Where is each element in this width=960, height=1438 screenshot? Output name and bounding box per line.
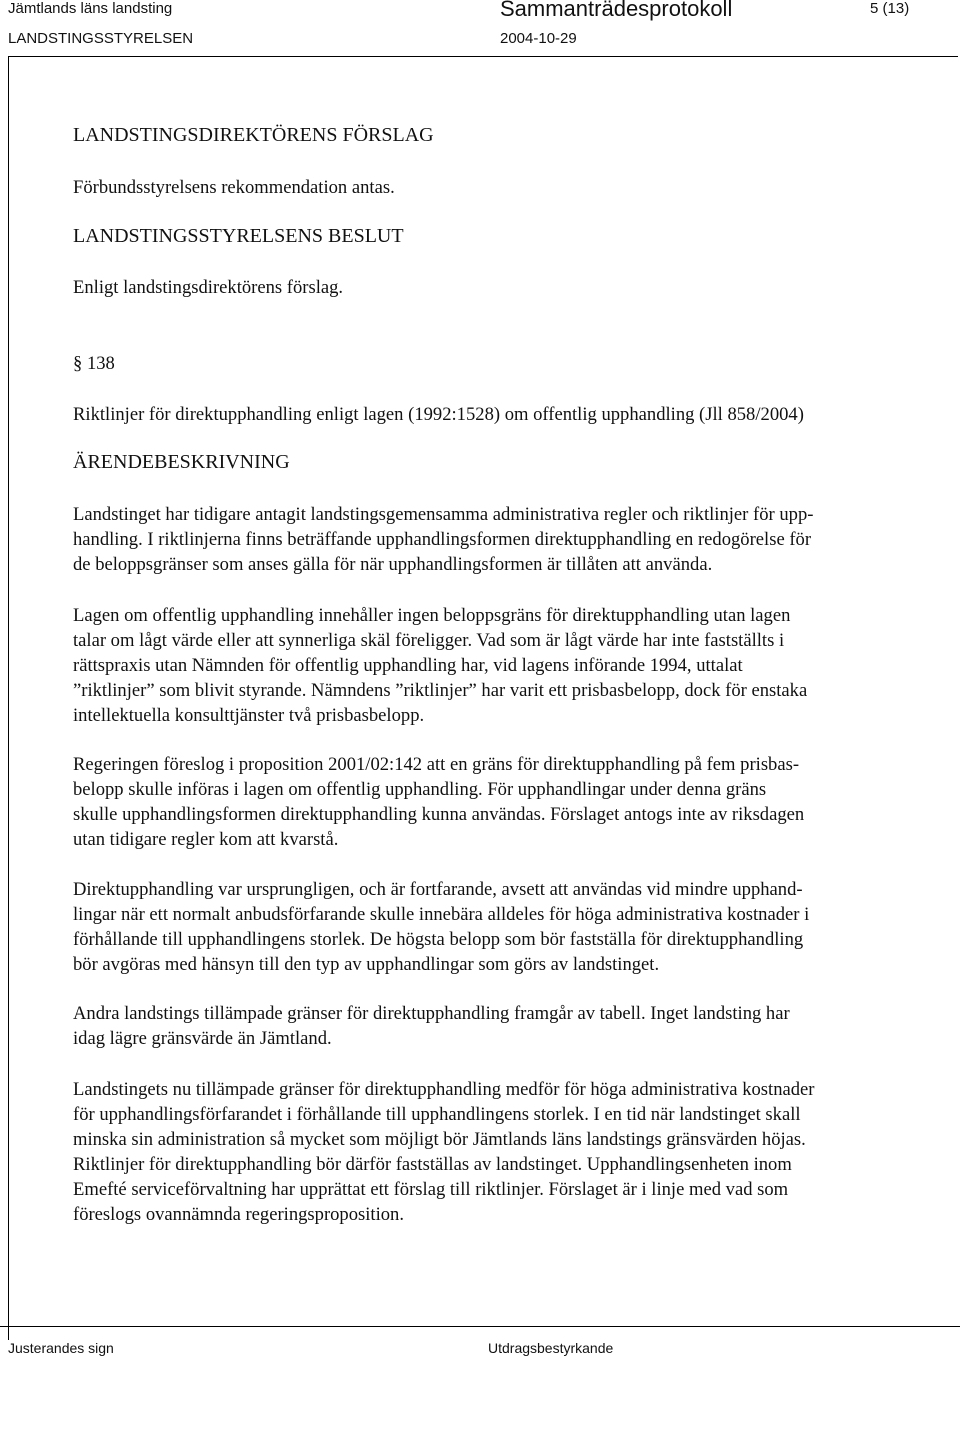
footer-certification-label: Utdragsbestyrkande [488, 1340, 614, 1356]
paragraph-line: talar om lågt värde eller att synnerliga skäl föreligger. Vad som är lågt värde har inte fastställts i [73, 630, 785, 651]
document-type: Sammanträdesprotokoll [500, 0, 733, 21]
paragraph-line: lingar när ett normalt anbudsförfarande skulle innebära alldeles för höga administrativa kostnader i [73, 904, 810, 925]
paragraph-line: belopp skulle införas i lagen om offentlig upphandling. För upphandlingar under denna gräns [73, 779, 767, 800]
page-number: 5 (13) [870, 0, 910, 17]
paragraph-1 [73, 502, 933, 577]
paragraph-line: förhållande till upphandlingens storlek. De högsta belopp som bör fastställa för direktupphandling [73, 929, 804, 950]
paragraph-6 [73, 1077, 933, 1227]
paragraph-line: Lagen om offentlig upphandling innehåller ingen beloppsgräns för direktupphandling utan lagen [73, 605, 791, 626]
decision-text: Enligt landstingsdirektörens förslag. [73, 277, 344, 298]
footer-divider [0, 1326, 960, 1327]
board-name: LANDSTINGSSTYRELSEN [8, 30, 194, 47]
paragraph-5 [73, 1001, 933, 1051]
paragraph-2 [73, 603, 933, 728]
paragraph-3 [73, 752, 933, 852]
paragraph-line: de beloppsgränser som anses gälla för när upphandlingsformen är tillåten att använda. [73, 554, 713, 575]
paragraph-line: ”riktlinjer” som blivit styrande. Nämndens ”riktlinjer” har varit ett prisbasbelopp, dock för enstaka [73, 680, 808, 701]
description-heading: ÄRENDEBESKRIVNING [73, 451, 290, 473]
paragraph-4 [73, 877, 933, 977]
paragraph-line: Regeringen föreslog i proposition 2001/02:142 att en gräns för direktupphandling på fem prisbas- [73, 754, 800, 775]
proposal-heading: LANDSTINGSDIREKTÖRENS FÖRSLAG [73, 124, 434, 146]
paragraph-line: Andra landstings tillämpade gränser för direktupphandling framgår av tabell. Inget landsting har [73, 1003, 790, 1024]
paragraph-line: idag lägre gränsvärde än Jämtland. [73, 1028, 332, 1049]
paragraph-line: Riktlinjer för direktupphandling bör därför fastställas av landstinget. Upphandlingsenheten inom [73, 1154, 792, 1175]
meeting-date: 2004-10-29 [500, 30, 577, 47]
paragraph-line: rättspraxis utan Nämnden för offentlig upphandling har, vid lagens införande 1994, uttalat [73, 655, 743, 676]
paragraph-line: Landstinget har tidigare antagit landstingsgemensamma administrativa regler och riktlinjer för upp- [73, 504, 814, 525]
paragraph-line: minska sin administration så mycket som möjligt bör Jämtlands läns landstings gränsvärden höjas. [73, 1129, 806, 1150]
paragraph-line: föreslogs ovannämnda regeringsproposition. [73, 1204, 405, 1225]
section-title: Riktlinjer för direktupphandling enligt lagen (1992:1528) om offentlig upphandling (Jll 858/2004) [73, 404, 804, 425]
paragraph-line: Direktupphandling var ursprungligen, och är fortfarande, avsett att användas vid mindre upphand- [73, 879, 803, 900]
paragraph-line: för upphandlingsförfarandet i förhållande till upphandlingens storlek. I en tid när landstinget skall [73, 1104, 801, 1125]
paragraph-line: Landstingets nu tillämpade gränser för direktupphandling medför för höga administrativa kostnader [73, 1079, 815, 1100]
paragraph-line: utan tidigare regler kom att kvarstå. [73, 829, 339, 850]
organization-name: Jämtlands läns landsting [8, 0, 173, 17]
paragraph-line: skulle upphandlingsformen direktupphandling kunna användas. Förslaget antogs inte av riksdagen [73, 804, 805, 825]
paragraph-line: handling. I riktlinjerna finns beträffande upphandlingsformen direktupphandling en redogörelse för [73, 529, 812, 550]
paragraph-line: bör avgöras med hänsyn till den typ av upphandlingar som görs av landstinget. [73, 954, 660, 975]
paragraph-line: Emefté serviceförvaltning har upprättat ett förslag till riktlinjer. Förslaget är i linje med vad som [73, 1179, 789, 1200]
section-number: § 138 [73, 353, 115, 374]
paragraph-line: intellektuella konsulttjänster två prisbasbelopp. [73, 705, 425, 726]
decision-heading: LANDSTINGSSTYRELSENS BESLUT [73, 225, 404, 247]
footer-signature-label: Justerandes sign [8, 1340, 114, 1356]
proposal-text: Förbundsstyrelsens rekommendation antas. [73, 177, 395, 198]
